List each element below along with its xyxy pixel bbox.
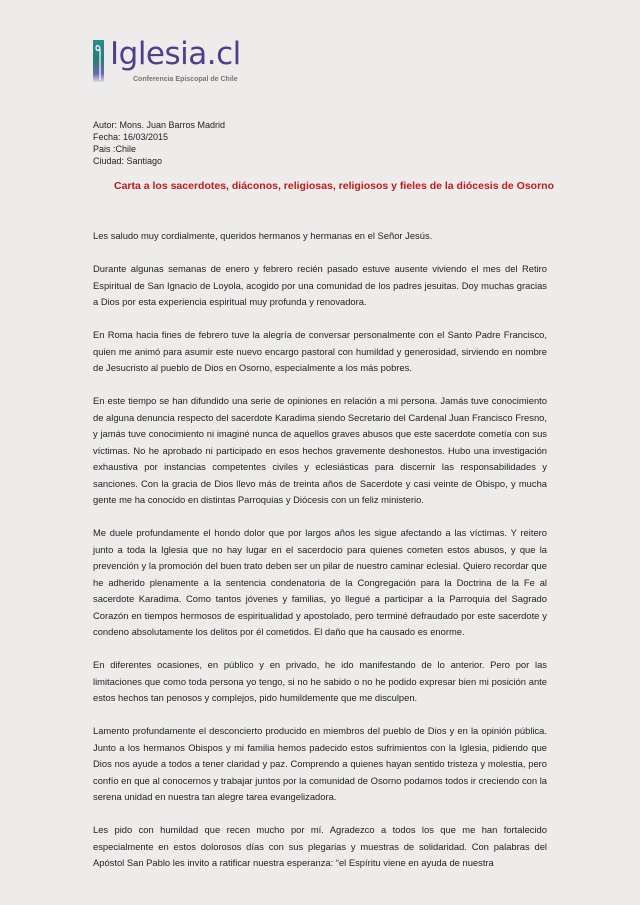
paragraph-greeting: Les saludo muy cordialmente, queridos hermanos y hermanas en el Señor Jesús.	[93, 230, 433, 241]
date-line: Fecha: 16/03/2015	[93, 132, 169, 142]
paragraph-retreat: Durante algunas semanas de enero y febrero recién pasado estuve ausente viviendo el mes del Retiro Espiritual de San Ignacio de Loyola, acogido por una comunidad de los padres jesuitas. Doy muchas gracias a Dios por esta experiencia espiritual muy profunda y renovadora.	[93, 263, 547, 307]
paragraph-victims: Me duele profundamente el hondo dolor que por largos años les sigue afectando a las víctimas. Y reitero junto a toda la Iglesia que no hay lugar en el sacerdocio para quienes cometen estos abusos, y que la prevención y la promoción del buen trato deben ser un pilar de nuestro caminar eclesial. Quiero recordar que he adherido plenamente a la sentencia condenatoria de la Congregación para la Doctrina de la Fe al sacerdote Karadima. Como tantos jóvenes y familias, yo llegué a participar a la Parroquia del Sagrado Corazón en tiempos hermosos de espiritualidad y apostolado, pero terminé defraudado por este sacerdote y condeno absolutamente los delitos por él cometidos. El daño que ha causado es enorme.	[93, 527, 547, 637]
letter-body	[93, 228, 547, 888]
document-metadata	[93, 119, 225, 167]
country-line: Pais :Chile	[93, 144, 137, 154]
paragraph-rome: En Roma hacia fines de febrero tuve la alegría de conversar personalmente con el Santo Padre Francisco, quien me animó para asumir este nuevo encargo pastoral con humildad y generosidad, sirviendo en nombre de Jesucristo al pueblo de Dios en Osorno, especialmente a los más pobres.	[93, 329, 547, 373]
author-line: Autor: Mons. Juan Barros Madrid	[93, 120, 226, 130]
paragraph-regret: Lamento profundamente el desconcierto producido en miembros del pueblo de Dios y en la opinión pública. Junto a los hermanos Obispos y mi familia hemos padecido estos sufrimientos con la Iglesia, pidiendo que Dios nos ayude a todos a tener claridad y paz. Comprendo a quienes hayan sentido tristeza y molestia, pero confío en que al conocernos y trabajar juntos por la comunidad de Osorno podamos todos ir creciendo con la serena unidad en nuestra tan alegre tarea evangelizadora.	[93, 725, 547, 802]
paragraph-apology: En diferentes ocasiones, en público y en privado, he ido manifestando de lo anterior. Pero por las limitaciones que como toda persona yo tengo, si no he sabido o no he podido expresar bien mi posición ante estos hechos tan penosos y complejos, pido humildemente que me disculpen.	[93, 659, 547, 703]
document-title: Carta a los sacerdotes, diáconos, religiosas, religiosos y fieles de la diócesis de Osorno	[113, 180, 554, 192]
paragraph-prayer: Les pido con humildad que recen mucho por mí. Agradezco a todos los que me han fortalecido especialmente en estos dolorosos días con sus plegarias y muestras de solidaridad. Con palabras del Apóstol San Pablo les invito a ratificar nuestra esperanza: “el Espíritu viene en ayuda de nuestra	[93, 824, 547, 868]
crozier-icon	[93, 40, 104, 82]
city-line: Ciudad: Santiago	[93, 156, 163, 166]
paragraph-opinions: En este tiempo se han difundido una serie de opiniones en relación a mi persona. Jamás tuve conocimiento de alguna denuncia respecto del sacerdote Karadima siendo Secretario del Cardenal Juan Francisco Fresno, y jamás tuve conocimiento ni imaginé nunca de aquellos graves abusos que este sacerdote cometía con sus víctimas. No he aprobado ni participado en esos hechos gravemente deshonestos. Hubo una investigación exhaustiva por instancias competentes civiles y eclesiásticas para discernir las responsabilidades y sanciones. Con la gracia de Dios llevo más de treinta años de Sacerdote y casi veinte de Obispo, y mucha gente me ha conocido en distintas Parroquias y Diócesis con un feliz ministerio.	[93, 395, 547, 505]
logo-subtitle: Conferencia Episcopal de Chile	[133, 76, 238, 83]
logo-title: Iglesia.cl	[110, 36, 241, 72]
